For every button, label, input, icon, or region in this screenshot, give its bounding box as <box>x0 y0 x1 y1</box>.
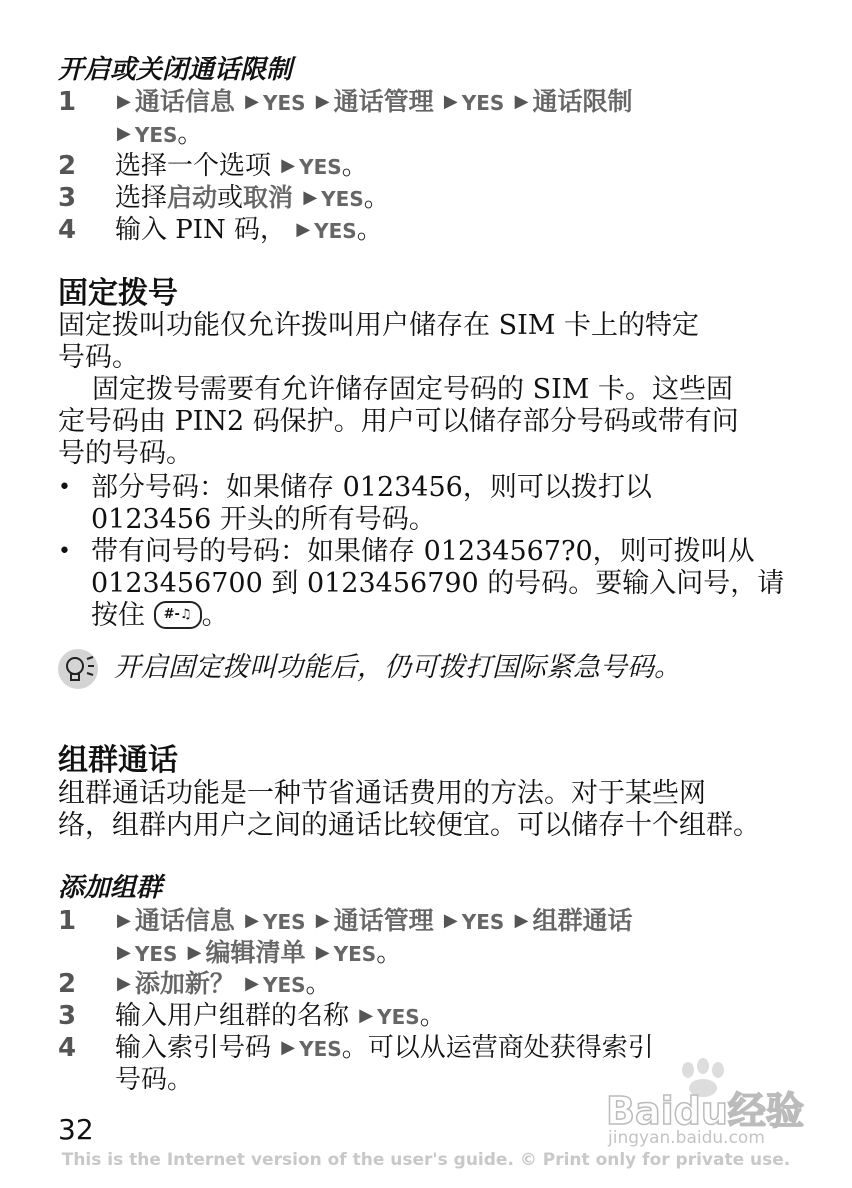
yes-key: YES <box>333 942 377 966</box>
arrow-icon: ▶ <box>514 91 529 112</box>
arrow-icon: ▶ <box>303 187 318 208</box>
arrow-icon: ▶ <box>117 942 131 963</box>
yes-key: YES <box>262 91 306 115</box>
step-number: 4 <box>58 215 77 245</box>
section-heading-add-group: 添加组群 <box>58 873 163 903</box>
arrow-icon: ▶ <box>315 942 330 963</box>
page-number: 32 <box>58 1113 94 1146</box>
section-heading-fixed-dialing: 固定拨号 <box>58 276 178 311</box>
menu-item: 通话信息 <box>134 87 235 116</box>
arrow-icon: ▶ <box>443 91 458 112</box>
section-heading-group-call: 组群通话 <box>58 743 178 778</box>
step-number: 1 <box>58 87 77 117</box>
yes-key: YES <box>461 910 505 934</box>
yes-key: YES <box>134 942 178 966</box>
arrow-icon: ▶ <box>315 91 330 112</box>
arrow-icon: ▶ <box>281 1037 296 1058</box>
menu-item: 通话信息 <box>134 906 235 935</box>
arrow-icon: ▶ <box>245 910 259 931</box>
yes-key: YES <box>314 219 357 243</box>
hash-key-icon: #-♫ <box>154 601 202 629</box>
menu-item: 编辑清单 <box>205 938 306 967</box>
paragraph: 组群通话功能是一种节省通话费用的方法。对于某些网 络，组群内用户之间的通话比较便宜。可以储存十个组群。 <box>58 778 760 841</box>
arrow-icon: ▶ <box>359 1005 374 1026</box>
arrow-icon: ▶ <box>245 91 259 112</box>
arrow-icon: ▶ <box>514 910 529 931</box>
menu-item: 通话管理 <box>333 87 434 116</box>
option-enable: 启动 <box>167 183 218 212</box>
menu-item: 添加新？ <box>134 969 235 998</box>
arrow-icon: ▶ <box>443 910 458 931</box>
step-number: 2 <box>58 151 77 181</box>
arrow-icon: ▶ <box>296 219 311 240</box>
yes-key: YES <box>262 973 306 997</box>
arrow-icon: ▶ <box>245 973 259 994</box>
option-cancel: 取消 <box>243 183 294 212</box>
arrow-icon: ▶ <box>281 155 296 176</box>
section-heading-call-restriction: 开启或关闭通话限制 <box>58 55 293 85</box>
step-number: 1 <box>58 906 77 936</box>
watermark-url: jingyan.baidu.com <box>608 1128 765 1148</box>
arrow-icon: ▶ <box>315 910 330 931</box>
lightbulb-tip-icon <box>58 649 98 689</box>
yes-key: YES <box>299 1037 342 1061</box>
step-number: 2 <box>58 969 77 999</box>
step-number: 3 <box>58 1001 77 1031</box>
arrow-icon: ▶ <box>117 973 131 994</box>
arrow-icon: ▶ <box>187 942 202 963</box>
yes-key: YES <box>377 1005 420 1029</box>
tip-note <box>58 648 681 689</box>
tip-text: 开启固定拨叫功能后，仍可拨打国际紧急号码。 <box>114 652 681 683</box>
bullet-item: • 带有问号的号码：如果储存 01234567?0，则可拨叫从 0123456700 到 0123456790 的号码。要输入问号，请 按住 #-♫ 。 <box>58 536 785 631</box>
arrow-icon: ▶ <box>117 910 131 931</box>
watermark-brand: Baidu经验 <box>606 1089 804 1133</box>
baidu-watermark <box>606 1058 806 1153</box>
yes-key: YES <box>321 187 364 211</box>
menu-item: 组群通话 <box>532 906 633 935</box>
bullet-item: • 部分号码：如果储存 0123456，则可以拨打以 0123456 开头的所有号码。 <box>58 472 652 535</box>
yes-key: YES <box>134 123 178 147</box>
yes-key: YES <box>299 155 342 179</box>
menu-item: 通话限制 <box>532 87 633 116</box>
yes-key: YES <box>461 91 505 115</box>
bullet-dot: • <box>58 475 71 500</box>
manual-page: 开启或关闭通话限制 1 ▶ 通话信息 ▶ YES ▶ 通话管理 ▶ YES ▶ 通话限制 ▶ YES。 2 选择一个选项 ▶ YES。 3 选择启动或取消 ▶ YES。 4 输入 PIN 码， ▶ YES。 固定拨号 固定拨叫功能仅允许拨叫用户储存在 SIM 卡上的特定 号码。 固定拨号需要有允许储存固定号码的 SIM 卡。这些固 定号码由 PIN2 码保护。用户可以储存部分号码或带有问 号的号码。 • 部分号码：如果储存 0123456，则可以拨打以 0123456 开头的所有号码。 • 带有问号的号码：如果储存 01234567?0，则可拨叫从 0123456700 到 0123456790 的号码。要输入问号，请 按住 #-♫ 。 开启固定拨叫功能后，仍可拨打国际紧急号码。 组群通话 组群通话功能是一种节省通话费用的方法。对于某些网 络，组群内用户之间的通话比较便宜。可以储存十个组群。 添加组群 1 ▶ 通话信息 ▶ YES ▶ 通话管理 ▶ YES ▶ 组群通话 ▶ YES ▶ 编辑清单 ▶ YES。 2 ▶ 添加新？ ▶ YES。 3 输入用户组群的名称 ▶ YES。 4 输入索引号码 ▶ YES。可以从运营商处获得索引 号码。 Baidu经验 jingyan.baidu.com 32 This is the Internet version of the user's guide. © Print only for private use. <box>0 0 852 1188</box>
arrow-icon: ▶ <box>117 123 131 144</box>
yes-key: YES <box>262 910 306 934</box>
bullet-dot: • <box>58 539 71 564</box>
menu-item: 通话管理 <box>333 906 434 935</box>
step-number: 4 <box>58 1033 77 1063</box>
footer-notice: This is the Internet version of the user's guide. © Print only for private use. <box>61 1150 791 1170</box>
step-number: 3 <box>58 183 77 213</box>
paragraph: 固定拨叫功能仅允许拨叫用户储存在 SIM 卡上的特定 号码。 <box>58 310 699 373</box>
paragraph: 固定拨号需要有允许储存固定号码的 SIM 卡。这些固 定号码由 PIN2 码保护。用户可以储存部分号码或带有问 号的号码。 <box>58 374 739 469</box>
arrow-icon: ▶ <box>117 91 131 112</box>
